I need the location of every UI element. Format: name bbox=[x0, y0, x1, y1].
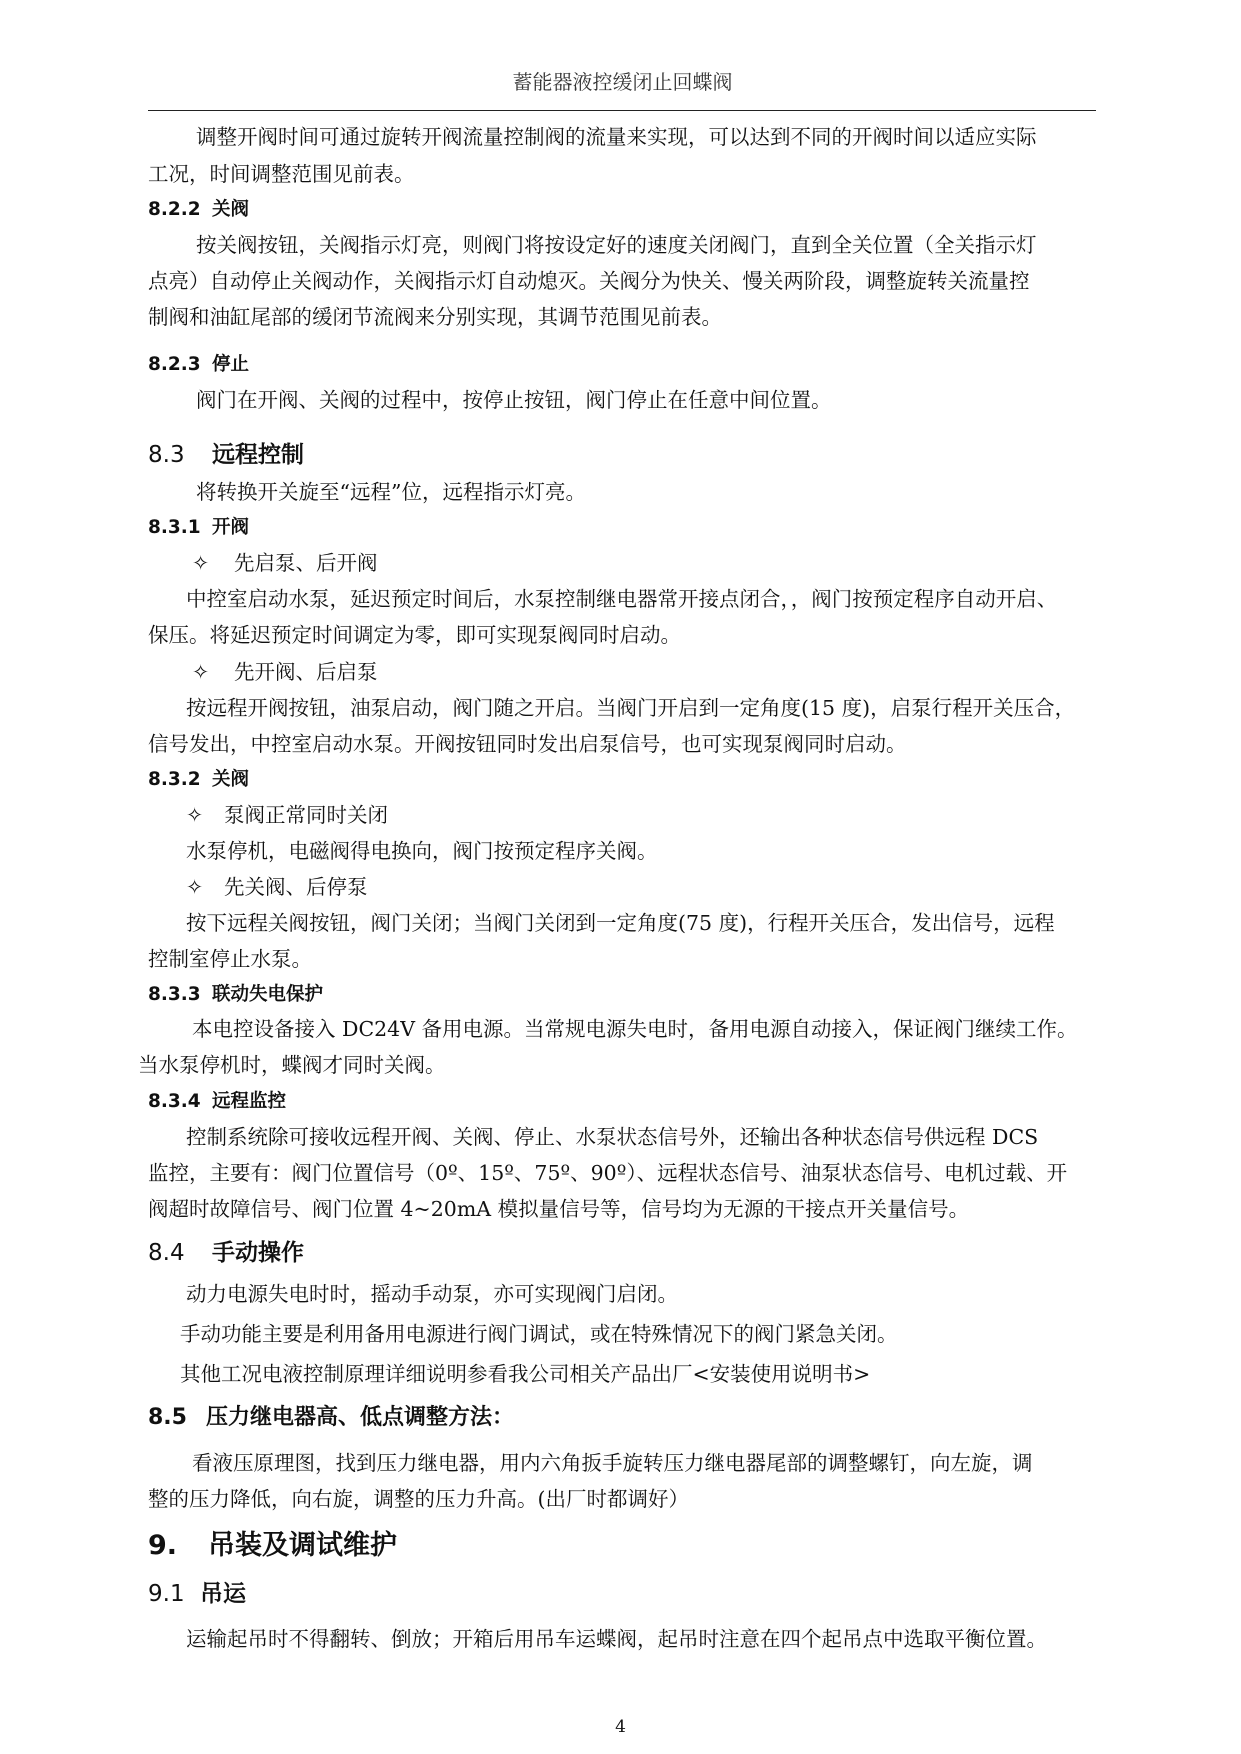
paragraph-line: 手动功能主要是利用备用电源进行阀门调试，或在特殊情况下的阀门紧急关闭。 bbox=[180, 1322, 898, 1346]
heading-8-4 bbox=[148, 1234, 304, 1267]
heading-number: 8.3.3 bbox=[148, 984, 201, 1005]
paragraph-line: 运输起吊时不得翻转、倒放；开箱后用吊车运蝶阀，起吊时注意在四个起吊点中选取平衡位置。 bbox=[186, 1627, 1047, 1651]
heading-number: 8.5 bbox=[148, 1405, 187, 1430]
paragraph-line: 动力电源失电时时，摇动手动泵，亦可实现阀门启闭。 bbox=[186, 1282, 678, 1306]
paragraph-line: 控制系统除可接收远程开阀、关阀、停止、水泵状态信号外，还输出各种状态信号供远程 DCS bbox=[186, 1125, 1039, 1149]
bullet-item bbox=[186, 870, 368, 900]
paragraph-line: 制阀和油缸尾部的缓闭节流阀来分别实现，其调节范围见前表。 bbox=[148, 305, 722, 329]
paragraph-line: 信号发出，中控室启动水泵。开阀按钮同时发出启泵信号，也可实现泵阀同时启动。 bbox=[148, 732, 907, 756]
paragraph-line: 工况，时间调整范围见前表。 bbox=[148, 162, 415, 186]
diamond-bullet-icon: ✧ bbox=[186, 803, 204, 827]
heading-text: 开阀 bbox=[212, 517, 250, 538]
page-number: 4 bbox=[615, 1717, 626, 1737]
paragraph-line: 将转换开关旋至“远程”位，远程指示灯亮。 bbox=[196, 480, 586, 504]
heading-text: 停止 bbox=[212, 354, 250, 375]
heading-8-3-3 bbox=[148, 980, 323, 1006]
heading-number: 8.3.2 bbox=[148, 769, 201, 790]
paragraph-line: 本电控设备接入 DC24V 备用电源。当常规电源失电时，备用电源自动接入，保证阀门继续工作。 bbox=[192, 1017, 1078, 1041]
heading-text: 吊装及调试维护 bbox=[208, 1530, 397, 1561]
heading-8-5 bbox=[148, 1400, 514, 1431]
paragraph-line: 当水泵停机时，蝶阀才同时关阀。 bbox=[138, 1053, 446, 1077]
bullet-text: 先关阀、后停泵 bbox=[224, 875, 368, 899]
paragraph-line: 控制室停止水泵。 bbox=[148, 947, 312, 971]
heading-number: 8.2.2 bbox=[148, 199, 201, 220]
paragraph-line: 水泵停机，电磁阀得电换向，阀门按预定程序关阀。 bbox=[186, 839, 658, 863]
heading-text: 压力继电器高、低点调整方法： bbox=[206, 1405, 515, 1430]
heading-text: 吊运 bbox=[200, 1581, 246, 1607]
heading-number: 8.3.4 bbox=[148, 1091, 201, 1112]
paragraph-line: 调整开阀时间可通过旋转开阀流量控制阀的流量来实现，可以达到不同的开阀时间以适应实际 bbox=[196, 125, 1037, 149]
paragraph-line: 按关阀按钮，关阀指示灯亮，则阀门将按设定好的速度关闭阀门，直到全关位置（全关指示灯 bbox=[196, 233, 1037, 257]
running-header: 蓄能器液控缓闭止回蝶阀 bbox=[512, 70, 733, 94]
heading-9 bbox=[148, 1523, 397, 1562]
diamond-bullet-icon: ✧ bbox=[186, 875, 204, 899]
paragraph-line: 其他工况电液控制原理详细说明参看我公司相关产品出厂<安装使用说明书> bbox=[180, 1362, 871, 1386]
heading-text: 关阀 bbox=[212, 769, 250, 790]
paragraph-line: 阀超时故障信号、阀门位置 4~20mA 模拟量信号等，信号均为无源的干接点开关量信号。 bbox=[148, 1197, 970, 1221]
heading-text: 远程控制 bbox=[212, 442, 304, 468]
heading-8-2-2 bbox=[148, 195, 249, 221]
heading-text: 远程监控 bbox=[212, 1091, 287, 1112]
paragraph-line: 中控室启动水泵，延迟预定时间后，水泵控制继电器常开接点闭合，，阀门按预定程序自动开启、 bbox=[186, 587, 1058, 611]
paragraph-line: 整的压力降低，向右旋，调整的压力升高。(出厂时都调好） bbox=[148, 1487, 689, 1511]
bullet-item bbox=[192, 655, 378, 685]
paragraph-line: 按下远程关阀按钮，阀门关闭；当阀门关闭到一定角度(75 度)，行程开关压合，发出信号，远程 bbox=[186, 911, 1055, 935]
heading-text: 手动操作 bbox=[212, 1240, 304, 1266]
paragraph-line: 看液压原理图，找到压力继电器，用内六角扳手旋转压力继电器尾部的调整螺钉，向左旋，调 bbox=[192, 1451, 1033, 1475]
bullet-text: 先启泵、后开阀 bbox=[234, 551, 378, 575]
heading-8-3 bbox=[148, 436, 304, 469]
paragraph-line: 点亮）自动停止关阀动作，关阀指示灯自动熄灭。关阀分为快关、慢关两阶段，调整旋转关流量控 bbox=[148, 269, 1030, 293]
bullet-text: 泵阀正常同时关闭 bbox=[224, 803, 388, 827]
heading-9-1 bbox=[148, 1575, 246, 1608]
bullet-item bbox=[192, 546, 378, 576]
bullet-text: 先开阀、后启泵 bbox=[234, 660, 378, 684]
heading-number: 8.3 bbox=[148, 442, 185, 468]
heading-number: 8.3.1 bbox=[148, 517, 201, 538]
diamond-bullet-icon: ✧ bbox=[192, 551, 210, 575]
heading-number: 9. bbox=[148, 1530, 178, 1561]
heading-text: 关阀 bbox=[212, 199, 250, 220]
diamond-bullet-icon: ✧ bbox=[192, 660, 210, 684]
paragraph-line: 阀门在开阀、关阀的过程中，按停止按钮，阀门停止在任意中间位置。 bbox=[196, 388, 832, 412]
heading-8-3-1 bbox=[148, 513, 249, 539]
heading-8-2-3 bbox=[148, 350, 249, 376]
heading-number: 8.4 bbox=[148, 1240, 185, 1266]
paragraph-line: 按远程开阀按钮，油泵启动，阀门随之开启。当阀门开启到一定角度(15 度)，启泵行程开关压合， bbox=[186, 696, 1076, 720]
heading-number: 8.2.3 bbox=[148, 354, 201, 375]
heading-number: 9.1 bbox=[148, 1581, 185, 1607]
heading-8-3-2 bbox=[148, 765, 249, 791]
paragraph-line: 监控，主要有：阀门位置信号（0º、15º、75º、90º）、远程状态信号、油泵状态信号、电机过载、开 bbox=[148, 1161, 1068, 1185]
heading-text: 联动失电保护 bbox=[212, 984, 324, 1005]
paragraph-line: 保压。将延迟预定时间调定为零，即可实现泵阀同时启动。 bbox=[148, 623, 681, 647]
bullet-item bbox=[186, 798, 388, 828]
heading-8-3-4 bbox=[148, 1087, 286, 1113]
